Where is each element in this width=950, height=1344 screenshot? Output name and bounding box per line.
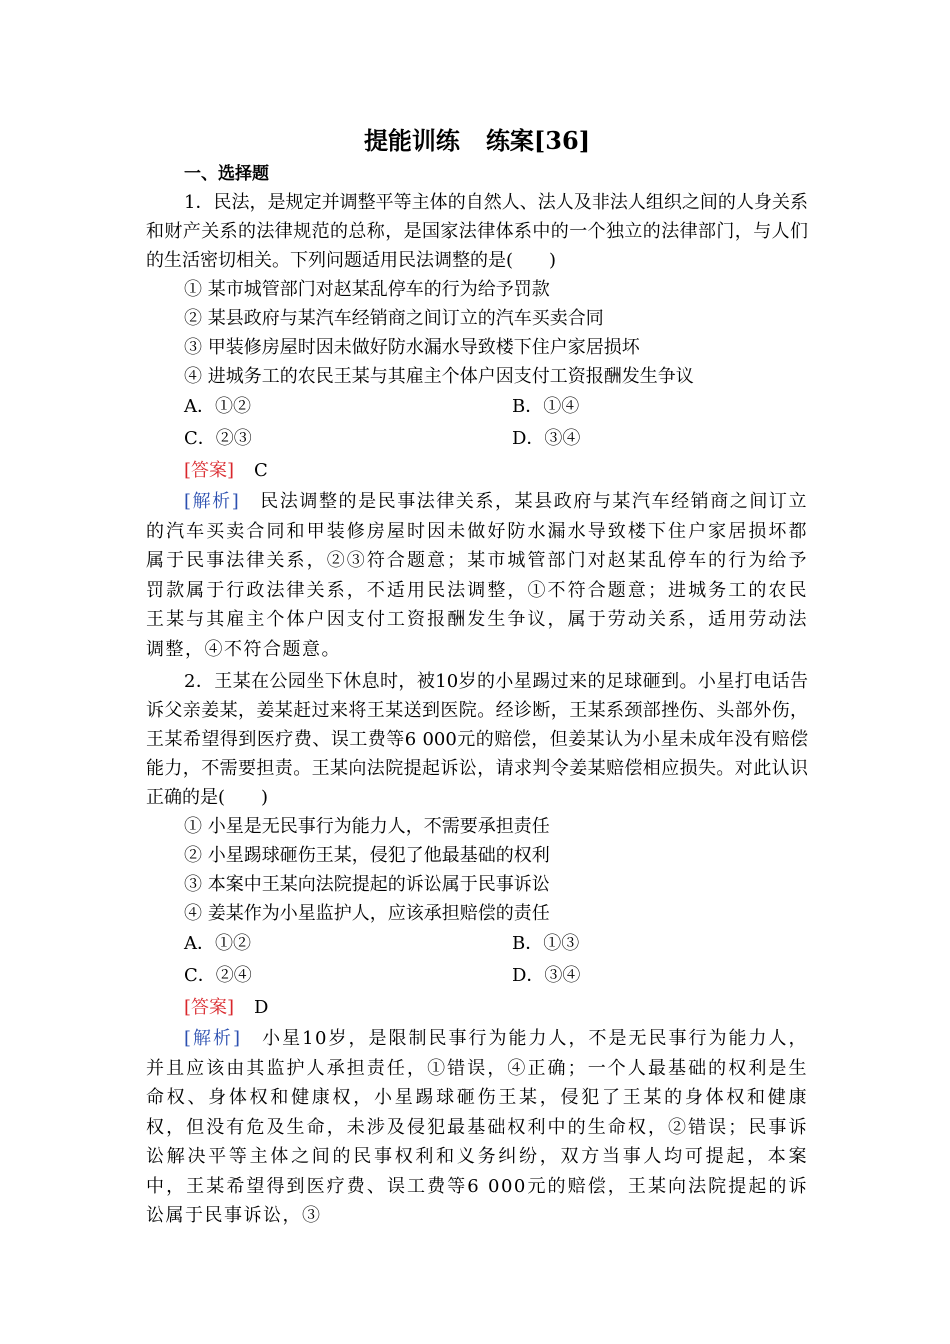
question-stem: 2．王某在公园坐下休息时，被10岁的小星踢过来的足球砸到。小星打电话告诉父亲姜某，姜某赶过来将王某送到医院。经诊断，王某系颈部挫伤、头部外伤，王某希望得到医疗费、误工费等6 000元的赔偿，但姜某认为小星未成年没有赔偿能力，不需要担责。王某向法院提起诉讼，请求判令姜某赔偿相应损失。对此认识正确的是( ) xyxy=(146,671,808,808)
statement-option: ① 小星是无民事行为能力人，不需要承担责任 xyxy=(184,816,550,837)
explanation-label: [解析] xyxy=(184,1028,242,1049)
statement-option: ④ 姜某作为小星监护人，应该承担赔偿的责任 xyxy=(184,903,550,924)
question-stem: 1．民法，是规定并调整平等主体的自然人、法人及非法人组织之间的人身关系和财产关系的法律规范的总称，是国家法律体系中的一个独立的法律部门，与人们的生活密切相关。下列问题适用民法调整的是( ) xyxy=(146,192,808,271)
question-2 xyxy=(146,667,808,1231)
choice-d: D．③④ xyxy=(512,428,581,449)
explanation xyxy=(146,487,808,664)
answer-label: [答案] xyxy=(184,997,235,1018)
statement-option: ② 某县政府与某汽车经销商之间订立的汽车买卖合同 xyxy=(184,308,604,329)
choice-b: B．①④ xyxy=(512,396,580,417)
statement-option: ③ 本案中王某向法院提起的诉讼属于民事诉讼 xyxy=(184,874,550,895)
choice-d: D．③④ xyxy=(512,965,581,986)
explanation-text: 小星10岁，是限制民事行为能力人，不是无民事行为能力人，并且应该由其监护人承担责任，①错误，④正确；一个人最基础的权利是生命权、身体权和健康权，小星踢球砸伤王某，侵犯了王某的身体权和健康权，但没有危及生命，未涉及侵犯最基础权利中的生命权，②错误；民事诉讼解决平等主体之间的民事权利和义务纠纷，双方当事人均可提起，本案中，王某希望得到医疗费、误工费等6 000元的赔偿，王某向法院提起的诉讼属于民事诉讼，③ xyxy=(146,1028,809,1226)
explanation-label: [解析] xyxy=(184,491,241,512)
answer-value: C xyxy=(254,460,268,481)
statement-option: ③ 甲装修房屋时因未做好防水漏水导致楼下住户家居损坏 xyxy=(184,337,640,358)
choice-c: C．②④ xyxy=(184,965,252,986)
answer-value: D xyxy=(254,997,269,1018)
answer-line xyxy=(146,992,808,1024)
answer-choices xyxy=(146,928,808,992)
answer-choices xyxy=(146,391,808,455)
title-main: 提能训练 xyxy=(363,126,460,155)
choice-b: B．①③ xyxy=(512,933,580,954)
statement-option: ① 某市城管部门对赵某乱停车的行为给予罚款 xyxy=(184,279,550,300)
answer-label: [答案] xyxy=(184,460,235,481)
document-page xyxy=(146,124,808,1231)
statement-option: ② 小星踢球砸伤王某，侵犯了他最基础的权利 xyxy=(184,845,550,866)
choice-a: A．①② xyxy=(184,396,251,417)
statement-option: ④ 进城务工的农民王某与其雇主个体户因支付工资报酬发生争议 xyxy=(184,366,694,387)
page-title xyxy=(146,124,808,158)
answer-line xyxy=(146,455,808,487)
section-heading: 一、选择题 xyxy=(184,164,269,184)
choice-a: A．①② xyxy=(184,933,251,954)
title-sub: 练案[36] xyxy=(485,126,591,155)
choice-c: C．②③ xyxy=(184,428,252,449)
explanation xyxy=(146,1024,808,1231)
explanation-text: 民法调整的是民事法律关系，某县政府与某汽车经销商之间订立的汽车买卖合同和甲装修房屋时因未做好防水漏水导致楼下住户家居损坏都属于民事法律关系，②③符合题意；某市城管部门对赵某乱停车的行为给予罚款属于行政法律关系，不适用民法调整，①不符合题意；进城务工的农民王某与其雇主个体户因支付工资报酬发生争议，属于劳动关系，适用劳动法调整，④不符合题意。 xyxy=(146,491,808,660)
question-1 xyxy=(146,188,808,664)
